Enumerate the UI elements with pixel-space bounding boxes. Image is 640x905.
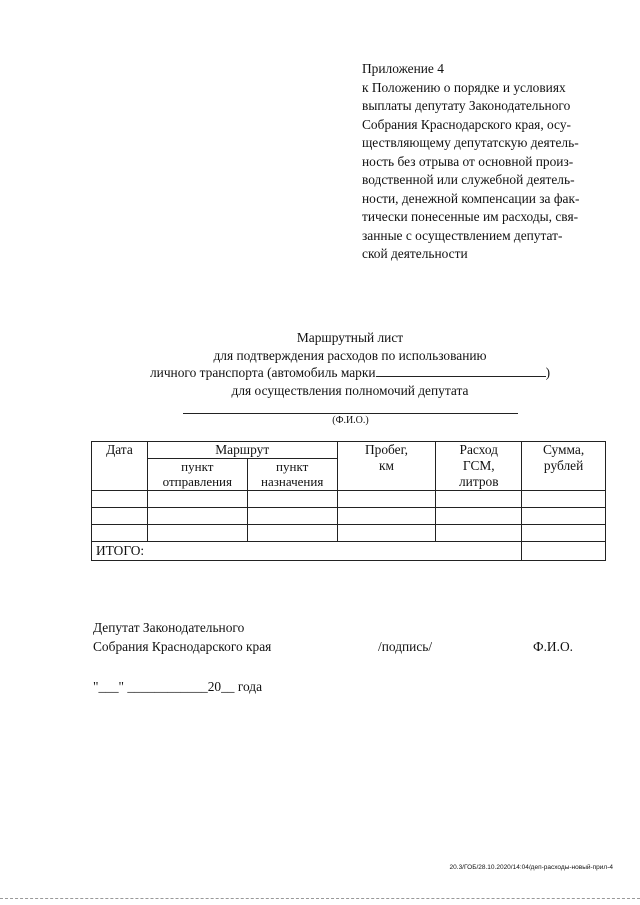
table-header-row <box>92 442 606 459</box>
document-code: 20.3/ГОБ/28.10.2020/14:04/деп-расходы-новый-прил-4 <box>449 864 613 871</box>
cell-departure[interactable] <box>147 508 247 525</box>
appendix-line: выплаты депутату Законодательного <box>362 98 571 113</box>
appendix-header <box>362 60 608 264</box>
cell-sum[interactable] <box>522 525 606 542</box>
car-brand-close: ) <box>545 365 551 380</box>
table-row[interactable] <box>92 508 606 525</box>
appendix-line: ности, денежной компенсации за фак- <box>362 190 580 206</box>
header-sum: Сумма, рублей <box>522 442 606 491</box>
appendix-title: Приложение 4 <box>362 61 444 76</box>
cell-destination[interactable] <box>247 508 337 525</box>
signature-line1: Депутат Законодательного <box>93 620 245 635</box>
cell-fuel[interactable] <box>436 508 522 525</box>
appendix-line: ность без отрыва от основной произ- <box>362 153 574 169</box>
appendix-line: Собрания Краснодарского края, осу- <box>362 116 571 132</box>
header-departure: пункт отправления <box>147 459 247 491</box>
total-label: ИТОГО: <box>92 542 522 561</box>
signature-block <box>93 619 613 656</box>
cell-mileage[interactable] <box>337 508 436 525</box>
cell-date[interactable] <box>92 525 148 542</box>
appendix-line: ществляющему депутатскую деятель- <box>362 135 579 150</box>
car-brand-blank[interactable] <box>376 365 546 377</box>
route-table <box>91 441 606 561</box>
fio-blank-line[interactable] <box>183 413 518 414</box>
scan-edge-divider <box>0 898 640 899</box>
appendix-line: занные с осуществлением депутат- <box>362 227 563 243</box>
cell-sum[interactable] <box>522 491 606 508</box>
header-mileage: Пробег, км <box>337 442 436 491</box>
cell-date[interactable] <box>92 508 148 525</box>
appendix-line: ской деятельности <box>362 246 468 261</box>
fio-caption: (Ф.И.О.) <box>332 415 369 426</box>
table-row[interactable] <box>92 525 606 542</box>
header-route: Маршрут <box>147 442 337 459</box>
cell-destination[interactable] <box>247 525 337 542</box>
table-row[interactable] <box>92 491 606 508</box>
signature-placeholder: /подпись/ <box>378 638 433 654</box>
header-date: Дата <box>92 442 148 491</box>
form-subtitle-line2: для подтверждения расходов по использованию <box>213 347 487 363</box>
total-row <box>92 542 606 561</box>
cell-fuel[interactable] <box>436 525 522 542</box>
signature-row <box>93 638 613 657</box>
car-brand-label: личного транспорта (автомобиль марки <box>149 365 376 380</box>
total-sum-cell[interactable] <box>522 542 606 561</box>
header-destination: пункт назначения <box>247 459 337 491</box>
form-title-block <box>130 329 570 399</box>
cell-mileage[interactable] <box>337 525 436 542</box>
appendix-line: к Положению о порядке и условиях <box>362 79 566 95</box>
cell-sum[interactable] <box>522 508 606 525</box>
form-subtitle-line3 <box>130 364 570 382</box>
appendix-line: водственной или служебной деятель- <box>362 172 575 187</box>
cell-fuel[interactable] <box>436 491 522 508</box>
form-subtitle-line4: для осуществления полномочий депутата <box>231 382 469 398</box>
cell-date[interactable] <box>92 491 148 508</box>
cell-departure[interactable] <box>147 525 247 542</box>
signature-line2: Собрания Краснодарского края <box>93 638 272 654</box>
date-line[interactable]: "___" ____________20__ года <box>93 679 263 694</box>
signature-fio: Ф.И.О. <box>533 638 573 654</box>
cell-departure[interactable] <box>147 491 247 508</box>
cell-mileage[interactable] <box>337 491 436 508</box>
cell-destination[interactable] <box>247 491 337 508</box>
appendix-line: тически понесенные им расходы, свя- <box>362 209 579 224</box>
header-fuel: Расход ГСМ, литров <box>436 442 522 491</box>
form-title: Маршрутный лист <box>296 330 404 345</box>
appendix-text <box>362 79 608 264</box>
